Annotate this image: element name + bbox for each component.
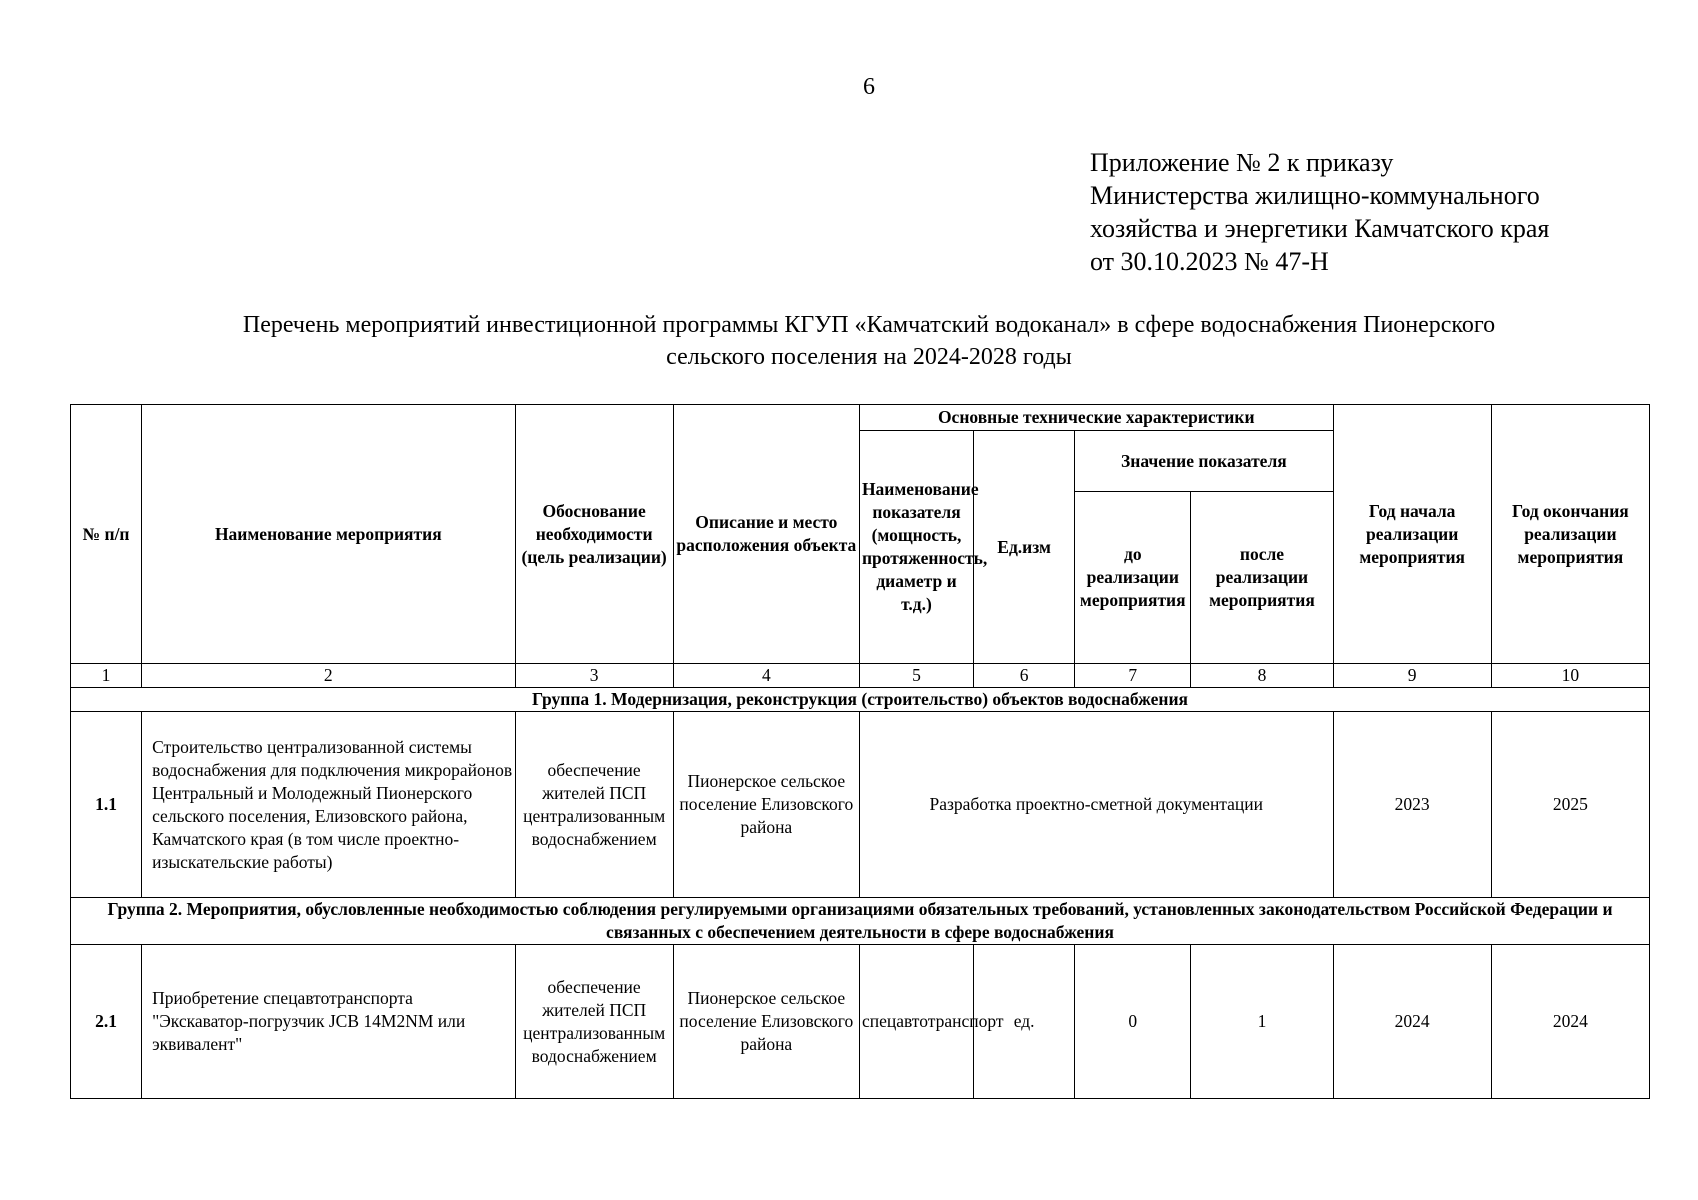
measure-name: Строительство централизованной системы водоснабжения для подключения микрорайонов Центральный и Молодежный Пионерского сельского поселения, Елизовского района, Камчатского края (в том числе проектно-изыскательские работы) (142, 712, 515, 898)
year-end: 2024 (1491, 945, 1649, 1099)
row-number: 2.1 (71, 945, 142, 1099)
indicator-name: спецавтотранспорт (859, 945, 973, 1099)
measure-location: Пионерское сельское поселение Елизовского района (673, 945, 859, 1099)
group-1-row (71, 688, 1650, 712)
measures-table (70, 404, 1650, 1099)
unit: ед. (974, 945, 1075, 1099)
column-number: 2 (142, 664, 515, 688)
measure-location: Пионерское сельское поселение Елизовского района (673, 712, 859, 898)
page-number: 6 (863, 74, 875, 100)
column-number: 6 (974, 664, 1075, 688)
header-indicator-name: Наименование показателя (мощность, протяженность, диаметр и т.д.) (859, 431, 973, 664)
column-number: 3 (515, 664, 673, 688)
column-number: 7 (1075, 664, 1191, 688)
header-name: Наименование мероприятия (142, 405, 515, 664)
row-number: 1.1 (71, 712, 142, 898)
column-number: 4 (673, 664, 859, 688)
header-year-start: Год начала реализации мероприятия (1333, 405, 1491, 664)
measure-justification: обеспечение жителей ПСП централизованным водоснабжением (515, 712, 673, 898)
annex-line: Министерства жилищно-коммунального (1090, 181, 1540, 210)
year-end: 2025 (1491, 712, 1649, 898)
annex-block (1090, 146, 1549, 278)
column-number: 5 (859, 664, 973, 688)
column-number: 10 (1491, 664, 1649, 688)
header-num: № п/п (71, 405, 142, 664)
annex-line: Приложение № 2 к приказу (1090, 148, 1394, 177)
column-number: 9 (1333, 664, 1491, 688)
header-tech-characteristics: Основные технические характеристики (859, 405, 1333, 431)
column-number: 1 (71, 664, 142, 688)
merged-design-documentation: Разработка проектно-сметной документации (859, 712, 1333, 898)
year-start: 2023 (1333, 712, 1491, 898)
title-line-1: Перечень мероприятий инвестиционной программы КГУП «Камчатский водоканал» в сфере водоснабжения Пионерского (242, 312, 1496, 338)
header-description: Описание и место расположения объекта (673, 405, 859, 664)
table-row (71, 945, 1650, 1099)
group-2-row (71, 898, 1650, 945)
header-justification: Обоснование необходимости (цель реализации) (515, 405, 673, 664)
document-title (70, 309, 1668, 373)
header-unit: Ед.изм (974, 431, 1075, 664)
group-2-title: Группа 2. Мероприятия, обусловленные необходимостью соблюдения регулируемыми организациями обязательных требований, установленных законодательством Российской Федерации и связанных с обеспечением деятельности в сфере водоснабжения (71, 898, 1650, 945)
table-row (71, 712, 1650, 898)
group-1-title: Группа 1. Модернизация, реконструкция (строительство) объектов водоснабжения (71, 688, 1650, 712)
column-number: 8 (1191, 664, 1333, 688)
value-before: 0 (1075, 945, 1191, 1099)
header-year-end: Год окончания реализации мероприятия (1491, 405, 1649, 664)
column-number-row (71, 664, 1650, 688)
title-line-2: сельского поселения на 2024-2028 годы (666, 344, 1072, 370)
annex-line: хозяйства и энергетики Камчатского края (1090, 214, 1550, 243)
header-after: после реализации мероприятия (1191, 492, 1333, 664)
annex-line: от 30.10.2023 № 47-Н (1090, 247, 1329, 276)
measure-justification: обеспечение жителей ПСП централизованным водоснабжением (515, 945, 673, 1099)
header-before: до реализации мероприятия (1075, 492, 1191, 664)
header-indicator-value: Значение показателя (1075, 431, 1333, 492)
value-after: 1 (1191, 945, 1333, 1099)
measure-name: Приобретение спецавтотранспорта "Экскаватор-погрузчик JCB 14M2NM или эквивалент" (142, 945, 515, 1099)
year-start: 2024 (1333, 945, 1491, 1099)
